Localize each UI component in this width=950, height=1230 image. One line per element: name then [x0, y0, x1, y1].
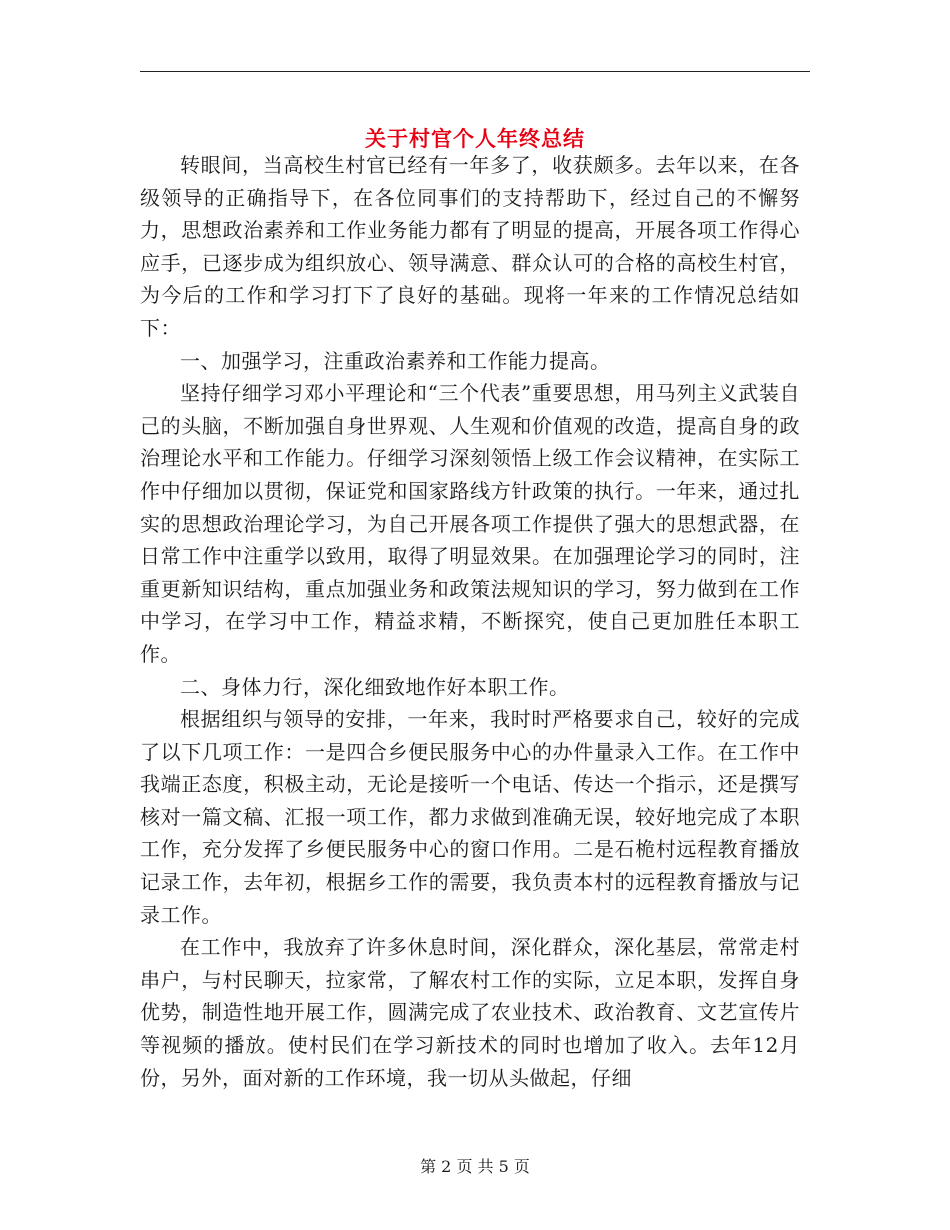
paragraph-intro: 转眼间，当高校生村官已经有一年多了，收获颇多。去年以来，在各级领导的正确指导下，在各位同事们的支持帮助下，经过自己的不懈努力，思想政治素养和工作业务能力都有了明显的提高，开展各项工作得心应手，已逐步成为组织放心、领导满意、群众认可的合格的高校生村官，为今后的工作和学习打下了良好的基础。现将一年来的工作情况总结如下： [140, 153, 800, 340]
page-number-footer: 第 2 页 共 5 页 [420, 1157, 530, 1176]
paragraph-duties: 根据组织与领导的安排，一年来，我时时严格要求自己，较好的完成了以下几项工作：一是四合乡便民服务中心的办件量录入工作。在工作中我端正态度，积极主动，无论是接听一个电话、传达一个指示，还是撰写核对一篇文稿、汇报一项工作，都力求做到准确无误，较好地完成了本职工作，充分发挥了乡便民服务中心的窗口作用。二是石桅村远程教育播放记录工作，去年初，根据乡工作的需要，我负责本村的远程教育播放与记录工作。 [140, 707, 800, 927]
document-body [140, 149, 800, 1094]
paragraph-study: 坚持仔细学习邓小平理论和“三个代表”重要思想，用马列主义武装自己的头脑，不断加强自身世界观、人生观和价值观的改造，提高自身的政治理论水平和工作能力。仔细学习深刻领悟上级工作会议精神，在实际工作中仔细加以贯彻，保证党和国家路线方针政策的执行。一年来，通过扎实的思想政治理论学习，为自己开展各项工作提供了强大的思想武器，在日常工作中注重学以致用，取得了明显效果。在加强理论学习的同时，注重更新知识结构，重点加强业务和政策法规知识的学习，努力做到在工作中学习，在学习中工作，精益求精，不断探究，使自己更加胜任本职工作。 [140, 381, 800, 666]
header-rule [140, 71, 810, 72]
document-title: 关于村官个人年终总结 [365, 126, 585, 152]
paragraph-grassroots: 在工作中，我放弃了许多休息时间，深化群众，深化基层，常常走村串户，与村民聊天，拉家常，了解农村工作的实际，立足本职，发挥自身优势，制造性地开展工作，圆满完成了农业技术、政治教育、文艺宣传片等视频的播放。使村民们在学习新技术的同时也增加了收入。去年12月份，另外，面对新的工作环境，我一切从头做起，仔细 [140, 935, 800, 1090]
section-heading-2: 二、身体力行，深化细致地作好本职工作。 [180, 674, 570, 699]
section-heading-1: 一、加强学习，注重政治素养和工作能力提高。 [180, 348, 611, 373]
